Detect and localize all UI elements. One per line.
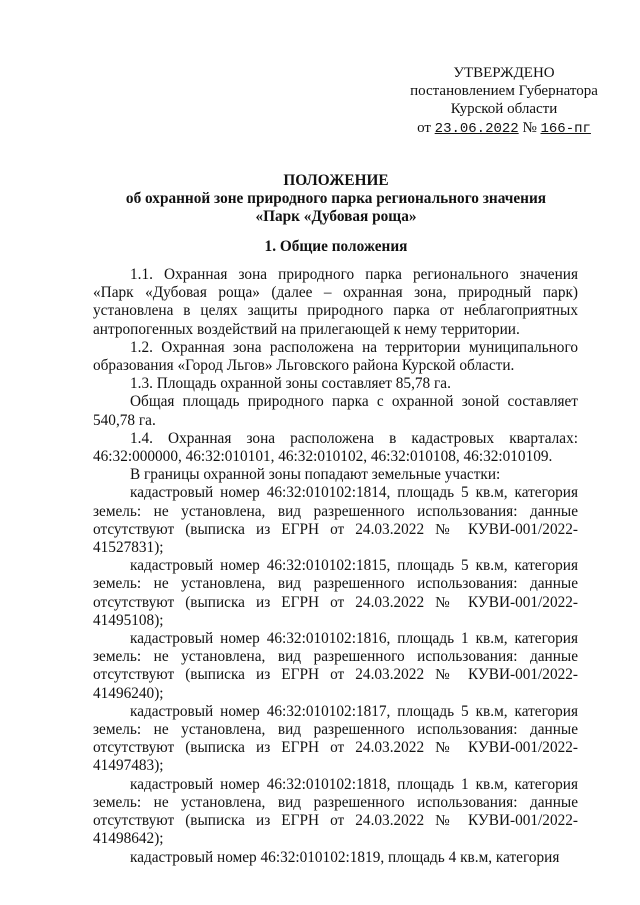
- paragraph-total-area: Общая площадь природного парка с охранной зоной составляет 540,78 га.: [93, 393, 578, 429]
- document-title: [60, 172, 612, 227]
- document-body: [93, 266, 578, 867]
- approval-date: 23.06.2022: [434, 120, 519, 137]
- paragraph-land-plots-intro: В границы охранной зоны попадают земельные участки:: [130, 466, 501, 484]
- paragraph-1-2: 1.2. Охранная зона расположена на территории муниципального образования «Город Льгов» Льговского района Курской области.: [93, 338, 578, 375]
- approval-from-prefix: от: [417, 119, 431, 136]
- land-plot-item: кадастровый номер 46:32:010102:1817, площадь 5 кв.м, категория земель: не установлена, вид разрешенного использования: данные отсутствуют (выписка из ЕГРН от 24.03.2022 № КУВИ-001/2022-41497483);: [93, 702, 578, 775]
- title-line-2: об охранной зоне природного парка регионального значения: [125, 190, 547, 208]
- paragraph-1-3: 1.3. Площадь охранной зоны составляет 85,78 га.: [130, 375, 451, 393]
- land-plot-item: кадастровый номер 46:32:010102:1815, площадь 5 кв.м, категория земель: не установлена, вид разрешенного использования: данные отсутствуют (выписка из ЕГРН от 24.03.2022 № КУВИ-001/2022-41495108);: [93, 557, 578, 629]
- approval-date-number: [388, 119, 620, 138]
- land-plot-item: кадастровый номер 46:32:010102:1816, площадь 1 кв.м, категория земель: не установлена, вид разрешенного использования: данные отсутствуют (выписка из ЕГРН от 24.03.2022 № КУВИ-001/2022-41496240);: [93, 630, 578, 702]
- approval-number-sign: №: [522, 119, 537, 136]
- land-plot-item: кадастровый номер 46:32:010102:1818, площадь 1 кв.м, категория земель: не установлена, вид разрешенного использования: данные отсутствуют (выписка из ЕГРН от 24.03.2022 № КУВИ-001/2022-41498642);: [93, 775, 578, 848]
- title-line-1: ПОЛОЖЕНИЕ: [283, 172, 389, 189]
- paragraph-1-4: 1.4. Охранная зона расположена в кадастровых кварталах: 46:32:000000, 46:32:010101, 46:32:010102, 46:32:010108, 46:32:010109.: [93, 429, 578, 466]
- approval-by: постановлением Губернатора: [410, 83, 598, 100]
- land-plot-item: кадастровый номер 46:32:010102:1814, площадь 5 кв.м, категория земель: не установлена, вид разрешенного использования: данные отсутствуют (выписка из ЕГРН от 24.03.2022 № КУВИ-001/2022-41527831);: [93, 484, 578, 557]
- title-line-3: «Парк «Дубовая роща»: [255, 208, 417, 226]
- approval-title: УТВЕРЖДЕНО: [453, 65, 555, 81]
- approval-stamp: [388, 64, 620, 138]
- approval-region: Курской области: [450, 101, 558, 118]
- land-plot-item: кадастровый номер 46:32:010102:1819, площадь 4 кв.м, категория: [130, 848, 560, 866]
- approval-number: 166-пг: [540, 120, 591, 137]
- section-heading: 1. Общие положения: [264, 238, 408, 255]
- paragraph-1-1: 1.1. Охранная зона природного парка регионального значения «Парк «Дубовая роща» (далее – охранная зона, природный парк) установлена в целях защиты природного парка от неблагоприятных антропогенных воздействий на прилегающей к нему территории.: [93, 266, 578, 338]
